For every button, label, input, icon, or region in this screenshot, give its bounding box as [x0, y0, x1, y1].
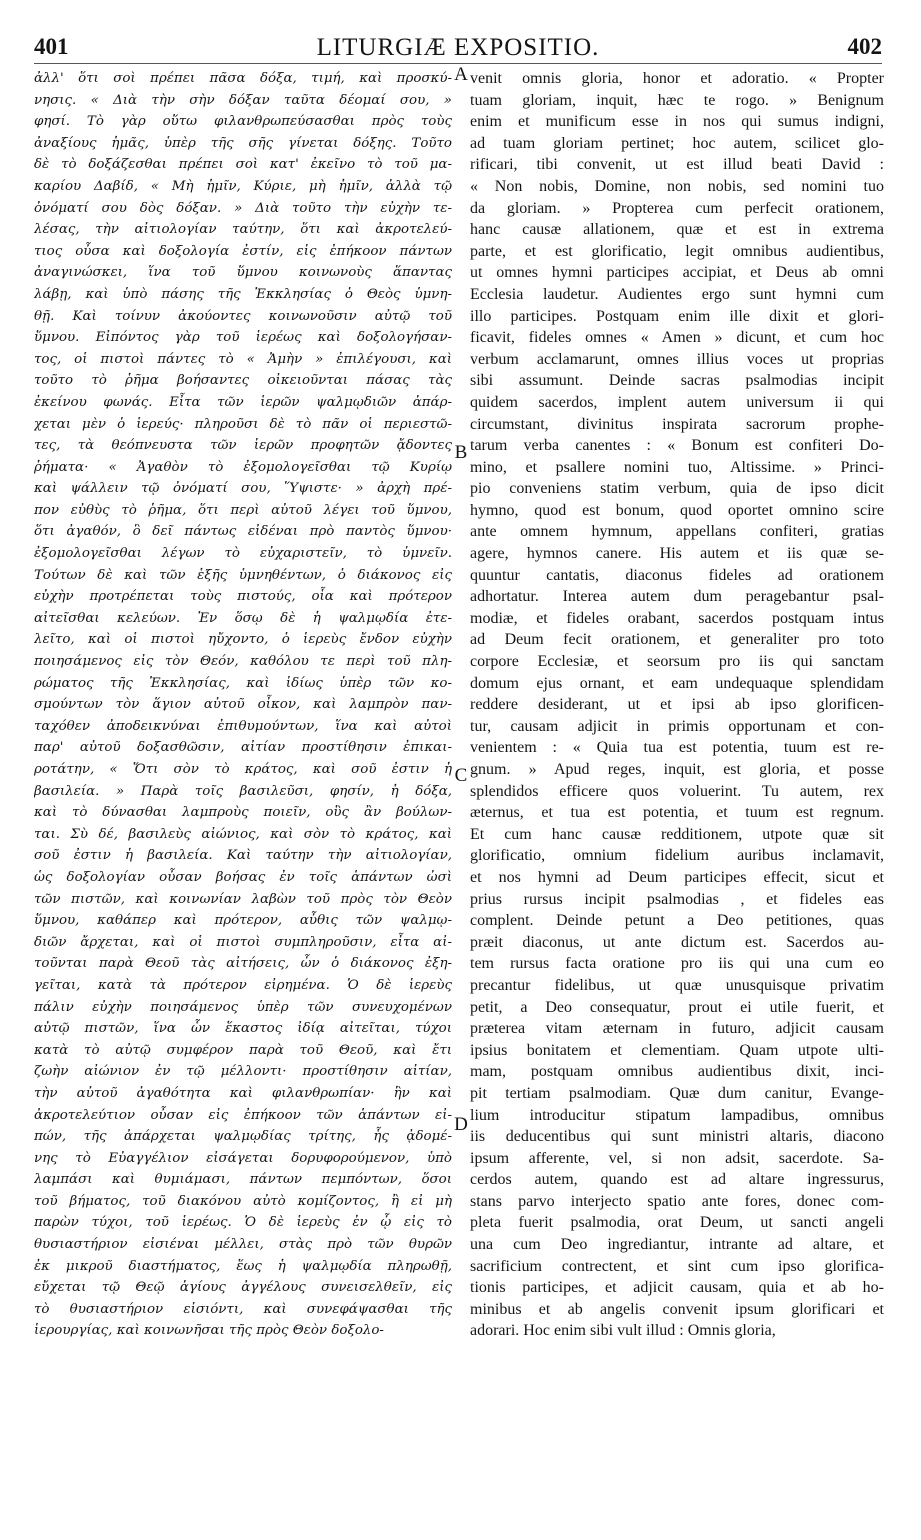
latin-text-line: pit tertiam psalmodiam. Quæ dum canitur, Evange- — [470, 1084, 884, 1102]
latin-text-line: quidem sacerdos, implent autem universum ii qui — [470, 393, 884, 411]
section-marker-b: B — [454, 442, 468, 463]
page-header — [34, 34, 882, 64]
greek-text-line: παρὼν τύχοι, τοῦ ἱερέως. Ὁ δὲ ἱερεὺς ἐν ᾧ εἰς τὸ — [34, 1215, 452, 1231]
greek-text-line: ὅτι ἀγαθόν, ὃ δεῖ πάντως εἰδέναι πρὸ παντὸς ὕμνου· — [34, 524, 452, 540]
latin-text-line: æternus, et tua est potentia, et tuum est regnum. — [470, 804, 884, 822]
greek-text-line: βασιλεία. » Παρὰ τοῖς βασιλεῦσι, φησίν, ἡ δόξα, — [34, 783, 452, 799]
greek-text-line: ται. Σὺ δέ, βασιλεὺς αἰώνιος, καὶ σὸν τὸ κράτος, καὶ — [34, 826, 452, 842]
latin-text-line: enim et munificum esse in nos qui sumus indigni, — [470, 113, 884, 131]
latin-text-line: pio conveniens statim verbum, quia de ipso dicit — [470, 480, 884, 498]
greek-text-line: ὡς δοξολογίαν οὖσαν βοήσας ἐν τοῖς ἁπάντων ὠσὶ — [34, 869, 452, 885]
greek-text-line: ῥήματα· « Ἀγαθὸν τὸ ἐξομολογεῖσθαι τῷ Κυρίῳ — [34, 459, 452, 475]
latin-text-line: adorari. Hoc enim sibi vult illud : Omnis gloria, — [470, 1322, 776, 1340]
latin-text-line: cerdos autem, quando est ad altare ingressurus, — [470, 1171, 884, 1189]
latin-text-line: ipsius bonitatem et clementiam. Quam utpote ulti- — [470, 1041, 884, 1059]
latin-text-line: una cum Deo ingrediantur, intrante ad altare, et — [470, 1236, 884, 1254]
latin-text-line: verbum acclamarunt, omnes illius voces ut proprias — [470, 350, 884, 368]
latin-text-line: reddere desiderant, ut et ipsi ab ipso glorificen- — [470, 696, 884, 714]
section-marker-c: C — [454, 765, 468, 786]
latin-text-line: tur, causam adjicit in primis opportunam et con- — [470, 717, 884, 735]
greek-text-line: ὕμνου, καθάπερ καὶ πρότερον, αὖθις τῶν ψαλμῳ- — [34, 913, 452, 929]
section-marker-d: D — [454, 1114, 468, 1135]
greek-text-line: τῶν πιστῶν, καὶ κοινωνίαν λαβὼν τοῦ πρὸς τὸν Θεὸν — [34, 891, 452, 907]
greek-text-line: ἀναγινώσκει, ἵνα τοῦ ὕμνου κοινωνοὺς ἅπαντας — [34, 265, 452, 281]
greek-text-line: δὲ τὸ δοξάζεσθαι πρέπει σοὶ κατ' ἐκεῖνο τὸ τοῦ μα- — [34, 157, 452, 173]
greek-text-line: διῶν ἄρχεται, καὶ οἱ πιστοὶ συμπληροῦσιν, εἶτα αἰ- — [34, 934, 452, 950]
greek-text-line: καρίου Δαβίδ, « Μὴ ἡμῖν, Κύριε, μὴ ἡμῖν, ἀλλὰ τῷ — [34, 178, 452, 194]
latin-text-line: ad Deum fecit orationem, et generaliter pro toto — [470, 631, 884, 649]
greek-text-line: ρώματος τῆς Ἐκκλησίας, καὶ ἰδίως ὑπὲρ τῶν κο- — [34, 675, 452, 691]
greek-text-line: νησις. « Διὰ τὴν σὴν δόξαν ταῦτα δέομαί σου, » — [34, 92, 452, 108]
greek-text-line: λέσας, τὴν αἰτιολογίαν ταύτην, ὅτι καὶ ἀκροτελεύ- — [34, 222, 452, 238]
page-number-right: 402 — [847, 34, 882, 59]
latin-text-line: circumstant, divinitus inspirata sacrorum prophe- — [470, 415, 884, 433]
latin-text-line: præterea vitam æternam in futuro, adjicit causam — [470, 1020, 884, 1038]
greek-text-line: τοῦνται παρὰ Θεοῦ τὰς αἰτήσεις, ὧν ὁ διάκονος ἐξη- — [34, 956, 452, 972]
latin-text-line: tionis participes, et adjicit causam, quia et ab ho- — [470, 1279, 884, 1297]
greek-text-line: θῇ. Καὶ τοίνυν ἀκούοντες κοινωνοῦσιν αὐτῷ τοῦ — [34, 308, 452, 324]
greek-text-line: ροτάτην, « Ὅτι σὸν τὸ κράτος, καὶ σοῦ ἐστιν ἡ — [34, 762, 452, 777]
latin-text-line: tuam gloriam, inquit, hæc te rogo. » Benignum — [470, 91, 884, 109]
latin-text-line: domum ejus ornant, et eam undequaque splendidam — [470, 674, 884, 692]
greek-text-line: ἀκροτελεύτιον οὖσαν εἰς ἐπήκοον τῶν ἁπάντων εἰ- — [34, 1107, 452, 1123]
greek-text-line: τὸ θυσιαστήριον εἰσιόντι, καὶ συνεφάψασθαι τῆς — [34, 1301, 452, 1317]
latin-text-line: hanc causæ allationem, quæ et est in extrema — [470, 221, 884, 239]
greek-text-line: εὐχὴν προτρέπεται τοὺς πιστούς, οἷα καὶ πρότερον — [34, 589, 452, 605]
greek-column — [34, 68, 452, 1342]
greek-text-line: τος, οἱ πιστοὶ πάντες τὸ « Ἀμὴν » ἐπιλέγουσι, καὶ — [34, 351, 452, 367]
latin-text-line: ante omnem hymnum, appellans confiteri, gratias — [470, 523, 884, 541]
latin-text-line: splendidos efficere quos voluerint. Tu autem, rex — [470, 782, 884, 800]
greek-text-line: Τούτων δὲ καὶ τῶν ἑξῆς ὑμνηθέντων, ὁ διάκονος εἰς — [34, 567, 452, 583]
latin-text-line: modiæ, et fideles orabant, sacerdos postquam intus — [470, 609, 884, 627]
greek-text-line: θυσιαστήριον εἰσιέναι μέλλει, στὰς πρὸ τῶν θυρῶν — [34, 1237, 452, 1253]
greek-text-line: λεῖτο, καὶ οἱ πιστοὶ ηὔχοντο, ὁ ἱερεὺς ἔνδον εὐχὴν — [34, 632, 452, 648]
latin-text-line: et nos hymni ad Deum participes effecit, sicut et — [470, 868, 884, 886]
greek-text-line: πον εὐθὺς τὸ ῥῆμα, ὅτι περὶ αὐτοῦ λέγει τοῦ ὕμνου, — [34, 502, 452, 518]
latin-text-line: mino, et psallere nomini tuo, Altissime. » Princi- — [470, 458, 884, 476]
latin-text-line: minibus et ab angelis convenit ipsum glorificari et — [470, 1300, 884, 1318]
latin-text-line: adhortatur. Interea autem dum peragebantur psal- — [470, 588, 884, 606]
page-number-left: 401 — [34, 34, 69, 59]
latin-text-line: quuntur cantatis, diaconus fideles ad orationem — [470, 566, 884, 584]
latin-text-line: complent. Deinde petunt a Deo petitiones, quas — [470, 912, 884, 930]
latin-text-line: Et cum hanc causæ redditionem, utpote quæ sit — [470, 825, 884, 843]
latin-text-line: hymno, quod est bonum, quod oportet omnino scire — [470, 501, 884, 519]
latin-text-line: ficavit, fideles omnes « Amen » dicunt, et cum hoc — [470, 329, 884, 347]
greek-text-line: ἐκ μικροῦ διαστήματος, ἕως ἡ ψαλμῳδία πληρωθῇ, — [34, 1258, 452, 1274]
greek-text-line: αἰτεῖσθαι κελεύων. Ἐν ὅσῳ δὲ ἡ ψαλμῳδία ἐτε- — [34, 610, 452, 626]
latin-text-line: « Non nobis, Domine, non nobis, sed nomini tuo — [470, 177, 884, 195]
greek-text-line: τοῦτο τὸ ῥῆμα βοήσαντες οἰκειοῦνται πάσας τὰς — [34, 373, 452, 389]
greek-text-line: ἐκείνου φωνάς. Εἶτα τῶν ἱερῶν ψαλμῳδιῶν ἀπάρ- — [34, 394, 452, 410]
greek-text-line: ἐξομολογεῖσθαι λέγων τὸ εὐχαριστεῖν, τὸ ὑμνεῖν. — [34, 546, 452, 562]
latin-text-line: prius rursus incipit psalmodias , et fideles eas — [470, 890, 884, 908]
greek-text-line: χεται μὲν ὁ ἱερεύς· πληροῦσι δὲ τὸ πᾶν οἱ περιεστῶ- — [34, 416, 452, 432]
latin-text-line: da gloriam. » Propterea cum perfecit orationem, — [470, 199, 884, 217]
latin-text-line: tarum verba canentes : « Bonum est confiteri Do- — [470, 437, 884, 455]
latin-text-line: sacrificium contrectent, et sint cum ipso glorifica- — [470, 1257, 884, 1275]
greek-text-line: ποιησάμενος εἰς τὸν Θεόν, καθόλου τε περὶ τοῦ πλη- — [34, 654, 452, 670]
greek-text-line: λάβῃ, καὶ ὑπὸ πάσης τῆς Ἐκκλησίας ὁ Θεὸς ὑμνη- — [34, 286, 452, 302]
latin-text-line: mam, postquam omnibus audientibus dixit, inci- — [470, 1063, 884, 1081]
greek-text-line: πών, τῆς ἀπάρχεται ψαλμῳδίας τρίτης, ἧς ᾀδομέ- — [34, 1129, 452, 1145]
running-title: LITURGIÆ EXPOSITIO. — [316, 34, 600, 61]
greek-text-line: ἀλλ' ὅτι σοὶ πρέπει πᾶσα δόξα, τιμή, καὶ προσκύ- — [34, 71, 452, 86]
latin-text-line: sibi assumunt. Deinde sacras psalmodias incipit — [470, 372, 884, 390]
latin-text-line: gnum. » Apud reges, inquit, est gloria, et posse — [470, 761, 884, 778]
greek-text-line: ζωὴν αἰώνιον ἐν τῷ μέλλοντι· προστίθησιν αἰτίαν, — [34, 1064, 452, 1080]
latin-text-line: lium introducitur stipatum lampadibus, omnibus — [470, 1106, 884, 1124]
latin-text-line: stans parvo interjecto spatio ante fores, donec com- — [470, 1192, 884, 1210]
greek-text-line: πάλιν εὐχὴν ποιησάμενος ὑπὲρ τῶν συνευχομένων — [34, 999, 452, 1015]
latin-text-line: illo participes. Postquam enim ille dixit et glori- — [470, 307, 884, 325]
greek-text-line: καὶ τὸ δύνασθαι λαμπροὺς ποιεῖν, οὓς ἂν βούλων- — [34, 805, 452, 821]
latin-column — [470, 68, 884, 1342]
greek-text-line: σμούντων τὸν ἅγιον αὐτοῦ οἶκον, καὶ λαμπρὸν παν- — [34, 697, 452, 713]
greek-text-line: κατὰ τὸ αὐτῷ συμφέρον παρὰ τοῦ Θεοῦ, καὶ ἔτι — [34, 1042, 452, 1058]
greek-text-line: καὶ ψάλλειν τῷ ὀνόματί σου, Ὕψιστε· » ἀρχὴ πρέ- — [34, 481, 452, 497]
latin-text-line: petit, a Deo consequatur, prout ei utile fuerit, et — [470, 998, 884, 1016]
latin-text-line: ipsum afferente, vel, si non adsit, sacerdote. Sa- — [470, 1149, 884, 1167]
greek-text-line: ὕμνου. Εἰπόντος γὰρ τοῦ ἱερέως καὶ δοξολογήσαν- — [34, 330, 452, 346]
latin-text-line: venit omnis gloria, honor et adoratio. « Propter — [470, 70, 884, 87]
greek-text-line: νης τὸ Εὐαγγέλιον εἰσάγεται δορυφορούμενον, ὑπὸ — [34, 1150, 452, 1166]
greek-text-line: σοῦ ἐστιν ἡ βασιλεία. Καὶ ταύτην τὴν αἰτιολογίαν, — [34, 848, 452, 864]
greek-text-line: τιος οὖσα καὶ δοξολογία ἐστίν, εἰς ἐπήκοον πάντων — [34, 243, 452, 259]
latin-text-line: parte, et est glorificatio, legit omnibus audientibus, — [470, 242, 884, 260]
latin-text-line: tem rursus facta oratione pro iis qui una cum eo — [470, 955, 884, 973]
greek-text-line: αὐτῷ πιστῶν, ἵνα ὧν ἕκαστος ἰδίᾳ αἰτεῖται, τύχοι — [34, 1021, 452, 1037]
greek-text-line: ὀνόματί σου δὸς δόξαν. » Διὰ τοῦτο τὴν εὐχὴν τε- — [34, 200, 452, 216]
latin-text-line: pleta fuerit psalmodia, orat Deum, ut sancti angeli — [470, 1214, 884, 1232]
section-marker-a: A — [454, 64, 468, 85]
greek-text-line: φησί. Τὸ γὰρ οὕτω φιλανθρωπεύσασθαι πρὸς τοὺς — [34, 114, 452, 130]
latin-text-line: Ecclesia laudetur. Audientes ergo sunt hymni cum — [470, 285, 884, 303]
greek-text-line: λαμπάσι καὶ θυμιάμασι, πάντων πεμπόντων, ὅσοι — [34, 1172, 452, 1188]
latin-text-line: ut omnes hymni participes accipiat, et Deus ab omni — [470, 264, 884, 282]
greek-text-line: παρ' αὐτοῦ δοξασθῶσιν, αἰτίαν προστίθησιν ἐπικαι- — [34, 740, 452, 756]
latin-text-line: rificari, tibi convenit, ut est illud beati David : — [470, 156, 884, 174]
greek-text-line: ταχόθεν ἀποδεικνύναι ἐπιθυμούντων, ἵνα καὶ αὐτοὶ — [34, 718, 452, 734]
greek-text-line: τες, τὰ θεόπνευστα τῶν ἱερῶν προφητῶν ᾄδοντες — [34, 438, 452, 454]
latin-text-line: precantur fidelibus, ut quæ unusquisque privatim — [470, 976, 884, 994]
latin-text-line: agere, hymnos canere. His autem et iis quæ se- — [470, 545, 884, 563]
latin-text-line: præit diaconus, ut ante dictum est. Sacerdos au- — [470, 933, 884, 951]
latin-text-line: venientem : « Quia tua est potentia, tuum est re- — [470, 739, 884, 757]
greek-text-line: ἱερουργίας, καὶ κοινωνῆσαι τῆς πρὸς Θεὸν δοξολο- — [34, 1323, 384, 1339]
greek-text-line: γεῖται, κατὰ τὰ πρότερον εἰρημένα. Ὁ δὲ ἱερεὺς — [34, 977, 452, 993]
greek-text-line: ἀναξίους ἡμᾶς, ὑπὲρ τῆς σῆς γίνεται δόξης. Τοῦτο — [34, 135, 452, 151]
latin-text-line: glorificatio, omnium fidelium auribus inclamavit, — [470, 847, 884, 865]
greek-text-line: τὴν αὐτοῦ ἀγαθότητα καὶ φιλανθρωπίαν· ἣν καὶ — [34, 1085, 452, 1101]
latin-text-line: corpore Ecclesiæ, et seorsum pro iis qui sanctam — [470, 653, 884, 671]
greek-text-line: τοῦ βήματος, τοῦ διακόνου αὐτὸ κομίζοντος, ἢ εἰ μὴ — [34, 1193, 452, 1209]
latin-text-line: ad tuam gloriam pertinet; hoc autem, scilicet glo- — [470, 134, 884, 152]
latin-text-line: iis deducentibus qui sunt ministri altaris, diacono — [470, 1128, 884, 1146]
greek-text-line: εὔχεται τῷ Θεῷ ἁγίους ἀγγέλους συνεισελθεῖν, εἰς — [34, 1280, 452, 1296]
